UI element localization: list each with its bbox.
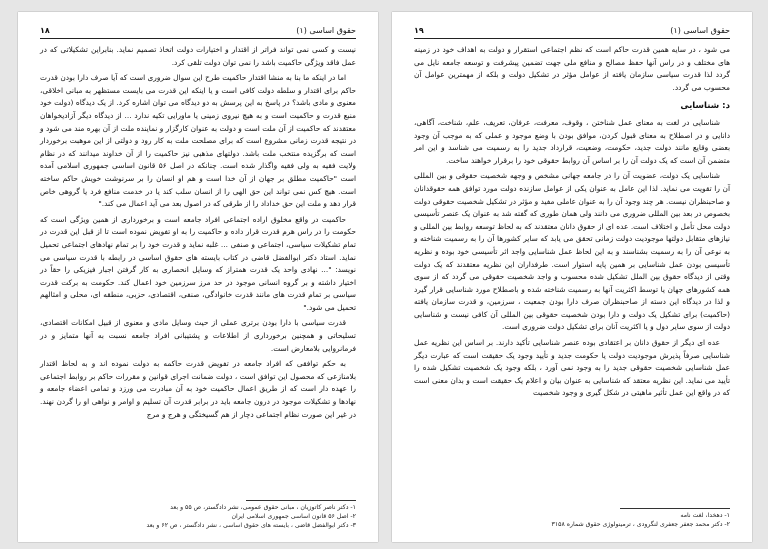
paragraph: حاکمیت در واقع مخلوق اراده اجتماعی افراد جامعه است و برخورداری از همین ویژگی است که حکومت را در راس هرم قدرت قرار داده و حاکمیت را به او تفویض نموده است تا از قبل این قدرت در تمام تشکیلات سیاسی، اجتماعی و صنفی ... غلبه نماید و قدرت خود را بر تمام نهادهای اجتماعی تحمیل نماید. استاد دکتر ابوالفضل قاضی در کتاب بایسته های حقوق اساسی در رابطه با قدرت سیاسی می نویسد: "... نهادی واحد یک قدرت همتراز که وسایل انحصاری به کار گرفتن اجبار فیزیکی را حقاً در اختیار داشته و بر گروه انسانی موجود در حد مرز سرزمین خود اعمال کند. حکومت به برکت قدرت سیاسی بر تمام قدرت های مانند قدرت خانوادگی، صنفی، اقتصادی، حزبی، منطقه ای، محلی و امثالهم تحمیل می شود." [40, 214, 356, 312]
footnote-rule [620, 508, 730, 509]
paragraph: قدرت سیاسی با دارا بودن برتری عملی از حیث وسایل مادی و معنوی از قبیل امکانات اقتصادی، تسلیحاتی و همچنین برخورداری از اطلاعات و پشتیبانی افراد جامعه نسبت به آنها متمایز و در فرمانروایی بلامعارض است. [40, 318, 356, 353]
footnote: ۲- اصل ۵۶ قانون اساسی جمهوری اسلامی ایران [231, 513, 356, 520]
page-number: ۱۹ [414, 26, 424, 35]
paragraph: شناسایی در لغت به معنای عمل شناختن ، وقوف، معرفت، عرفان، تعریف، علم، شناخت، آگاهی، دانایی و در اصطلاح به معنای قبول کردن، موافق بودن با وضع موجود و عملی که به موجب آن وجود بعضی وقایع مانند دولت جدید، حکومت، وضعیت، قرارداد جدید را به رسمیت می شناسد و این امر متضمن آن است که یک دولت آن را بر اساس آن روابط حقوقی خود را برقرار خواهند ساخت. [414, 117, 730, 165]
page-header [40, 22, 356, 39]
page-number: ۱۸ [40, 26, 50, 35]
paragraph: شناسایی یک دولت، عضویت آن را در جامعه جهانی مشخص و وجهه شخصیت حقوقی و بین المللی آن را تقویت می نماید. لذا این عامل به عنوان یکی از عوامل سازنده دولت مورد توافق همه حقوقدانان و صاحبنظران نیست. هر چند وجود آن را به عنوان عاملی مفید و مؤثر در تشکیل شخصیت حقوقی دولت بخصوص در بعد بین المللی ضروری می دانند ولی همان طوری که گفته شد به عنوان یک عنصر تأسیسی دولت محل تأمل و اختلاف است. عده ای از حقوق دانان معتقدند که به لحاظ توسعه روابط بین المللی و نیازهای متقابل دولتها موجودیت دولت زمانی تحقق می یابد که سایر کشورها آن را به رسمیت شناخته و به نوعی آن را به رسمیت بشناسند و به این لحاظ عمل شناسایی واجد اثر تأسیسی خود بوده و نظریه تأسیسی بودن عمل شناسایی بر همین پایه استوار است. طرفداران این نظریه معتقدند که یک دولت وقتی از دیدگاه حقوق بین الملل تشکیل شده محسوب و واجد شخصیت حقوقی می گردد که از سوی همه کشورهای جهان یا توسط اکثریت آنها به رسمیت شناخته شده و باصطلاح مورد شناسایی قرار گیرد و لذا در دیدگاه این دسته از صاحبنظران صرف دارا بودن جمعیت ، سرزمین، و قدرت سازمان یافته (حاکمیت) برای تشکیل یک دولت و دارا بودن شخصیت حقوقی بین المللی آن کافی نیست و شناسایی دولت از سوی سایر دول و یا اکثریت آنان برای تشکیل دولت ضروری است. [414, 171, 730, 332]
footnote-rule [246, 500, 356, 501]
page-19 [392, 12, 752, 542]
page-body [414, 44, 730, 500]
paragraph: به حکم توافقی که افراد جامعه در تفویض قدرت حاکمه به دولت نموده اند و به لحاظ اقتدار بلامنازعی که محصول این توافق است ، دولت ضمانت اجرای قوانین و مقررات حاکم بر روابط اجتماعی را عهده دار است که از طریق اعمال حاکمیت خود به آن مبادرت می ورزد و تمامی اعضاء جامعه و نهادها و تشکیلات موجود در درون جامعه باید در برابر قدرت آن تسلیم و اوامر و نواهی او را گردن نهند. در غیر این صورت نظام اجتماعی دچار از هم گسیختگی و هرج و مرج [40, 359, 356, 419]
footnotes [414, 511, 730, 529]
section-heading: د: شناسایی [680, 101, 730, 112]
running-title: حقوق اساسی (۱) [670, 26, 730, 35]
footnotes [40, 503, 356, 530]
page-header [414, 22, 730, 39]
paragraph: عده ای دیگر از حقوق دانان بر اعتقادی بوده عنصر شناسایی تأکید دارند. بر اساس این نظریه عمل شناسایی صرفاً پذیرش موجودیت دولت یا حکومت جدید و تأیید وجود یک حقیقت است که عبارت دیگر عمل شناسایی شخصیت حقوقی جدید را به وجود نمی آورد ، بلکه وجود یک شخصیت تشکیل شده را تأیید می نماید. این نظریه معتقد که شناسایی به عنوان بیان و اعلام یک حقیقت است و بدان معنی است که در واقع این عمل تأثیر ماهیتی در شکل گیری و وجود شخصیت [414, 338, 730, 398]
paragraph: اما در اینکه ما بنا به منشا اقتدار حاکمیت طرح این سوال ضروری است که آیا صرف دارا بودن قدرت حاکم برای اقتدار و سلطه دولت کافی است و یا اینکه این قدرت می بایست مستظهر به مبانی اخلاقی، معنوی و مادی باشد؟ در پاسخ به این پرسش به دو دیدگاه می توان اشاره کرد. از یک دیدگاه (دولت خود منبع قدرت و حاکمیت است و به هیچ نیروی زمینی یا ماورایی تکیه ندارد ... از دیدگاه دیگر آزادیخواهان معتقدند که حاکمیت از آن ملت است و دولت به عنوان کارگزار و نماینده ملت از آن بهره مند می شود و در نتیجه قدرت زمانی مشروع است که برای مصلحت ملت به کار رود و دولتی از این موهبت برخوردار است که برگزیده منتخب ملت باشد. دولتهای مذهبی نیز حاکمیت را از آن خداوند میدانند که در نظام ولایت فقیه به ولی فقیه واگذار شده است. چنانکه در اصل ۵۶ قانون اساسی جمهوری اسلامی آمده است "حاکمیت مطلق بر جهان از آن خدا است و هم او انسان را بر سرنوشت خویش حاکم ساخته است. هیچ کس نمی تواند این حق الهی را از انسان سلب کند یا در خدمت منافع فرد یا گروهی خاص قرار دهد و ملت این حق خداداد را از طرقی که در اصول بعد می آید اعمال می کند." [40, 73, 356, 209]
page-body [40, 44, 356, 500]
footnote: ۱- دهخدا، لغت نامه [680, 512, 730, 519]
page-18 [18, 12, 378, 542]
running-title: حقوق اساسی (۱) [296, 26, 356, 35]
footnote: ۳- دکتر ابوالفضل قاضی ، بایسته های حقوق اساسی ، نشر دادگستر ، ص ۶۲ و بعد [146, 522, 356, 529]
paragraph: می شود ، در سایه همین قدرت حاکم است که نظم اجتماعی استقرار و دولت به اهداف خود در زمینه های مختلف و در راس آنها حفظ مصالح و منافع ملی جهت تضمین پیشرفت و توسعه جامعه نایل می گردد لذا قدرت سیاسی سازمان یافته از عوامل مؤثر در تشکیل دولت و بلکه از مهمترین عوامل آن محسوب می گردد. [414, 45, 730, 92]
footnote: ۲- دکتر محمد جعفر جعفری لنگرودی ، ترمینولوژی حقوق شماره ۳۱۵۸ [551, 521, 730, 528]
paragraph: نیست و کسی نمی تواند فراتر از اقتدار و اختیارات دولت اتخاذ تصمیم نماید. بنابراین تشکیلاتی که در عمل فاقد ویژگی حاکمیت باشد را نمی توان دولت تلقی کرد. [40, 45, 356, 67]
footnote: ۱- دکتر ناصر کاتوزیان ، مبانی حقوق عمومی، نشر دادگستر، ص ۵۵ و بعد [170, 504, 356, 511]
